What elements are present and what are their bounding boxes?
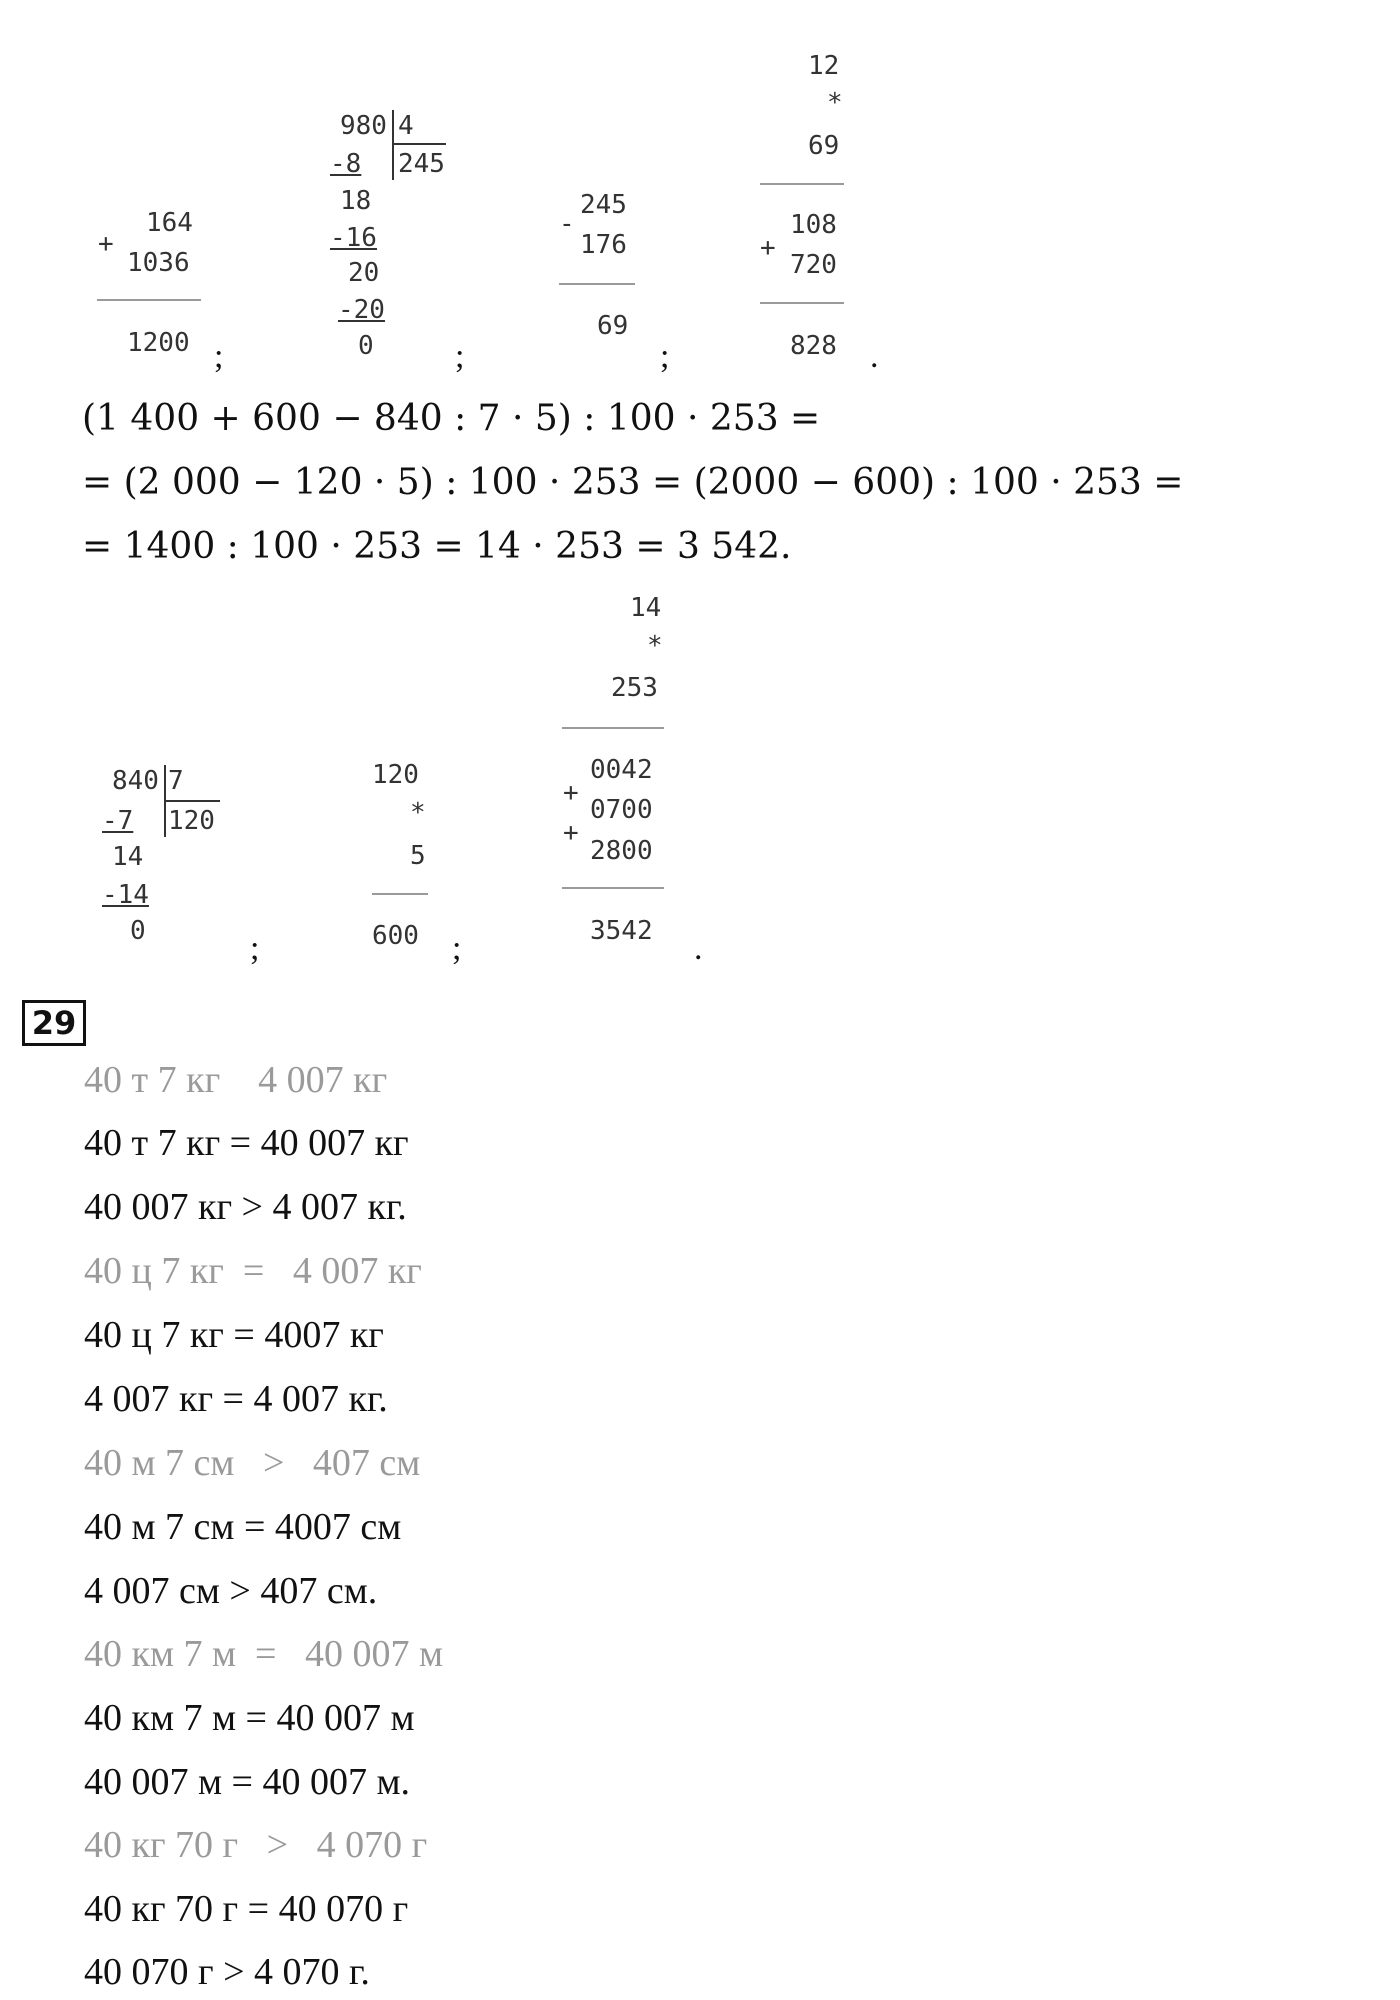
product-line-1 [562, 727, 664, 729]
multiply-sign: * [827, 88, 843, 118]
multiply-sign: * [410, 798, 426, 828]
task-answer-line: 40 км 7 м = 40 007 м [84, 1697, 415, 1739]
partial-product-1: 108 [790, 210, 837, 240]
factor-1: 120 [372, 760, 419, 790]
separator: ; [214, 338, 224, 375]
task-given-line: 40 ц 7 кг = 4 007 кг [84, 1250, 422, 1292]
expression-line-2: = (2 000 − 120 · 5) : 100 · 253 = (2000 − 600) : 100 · 253 = [82, 462, 1184, 503]
separator: ; [660, 338, 670, 375]
task-given-line: 40 кг 70 г > 4 070 г [84, 1824, 428, 1866]
step: 14 [112, 842, 144, 872]
sum-result: 1200 [127, 328, 190, 358]
factor-2: 5 [410, 841, 426, 871]
task-answer-line: 40 м 7 см = 4007 см [84, 1506, 402, 1548]
minuend: 245 [580, 190, 627, 220]
product-result: 600 [372, 921, 419, 951]
product-line-2 [562, 887, 664, 889]
division-horizontal-bar [166, 800, 220, 802]
product-line-2 [760, 302, 844, 304]
task-given-line: 40 м 7 см > 407 см [84, 1442, 421, 1484]
task-number-badge: 29 [22, 1000, 86, 1046]
plus-sign-1: + [563, 778, 579, 808]
separator: ; [455, 338, 465, 375]
product-result: 828 [790, 331, 837, 361]
addend-2: 1036 [127, 248, 190, 278]
separator: . [694, 930, 703, 967]
task-answer-line: 4 007 см > 407 см. [84, 1570, 378, 1612]
multiply-sign: * [647, 631, 663, 661]
step: 20 [348, 258, 380, 288]
product-line-1 [760, 183, 844, 185]
factor-2: 69 [808, 131, 840, 161]
partial-product-2: 0700 [590, 795, 653, 825]
task-answer-line: 40 кг 70 г = 40 070 г [84, 1888, 409, 1930]
minus-sign: - [559, 209, 575, 239]
division-horizontal-bar [394, 143, 446, 145]
separator: . [870, 338, 879, 375]
task-answer-line: 4 007 кг = 4 007 кг. [84, 1378, 388, 1420]
partial-product-1: 0042 [590, 755, 653, 785]
expression-line-1: (1 400 + 600 − 840 : 7 · 5) : 100 · 253 = [82, 398, 821, 439]
divisor: 4 [398, 111, 414, 141]
separator: ; [250, 930, 260, 967]
difference-line [559, 283, 635, 285]
task-answer-line: 40 070 г > 4 070 г. [84, 1951, 370, 1993]
dividend: 980 [340, 111, 387, 141]
addend-1: 164 [146, 208, 193, 238]
dividend: 840 [112, 766, 159, 796]
step: -8 [330, 149, 362, 179]
step: 0 [130, 916, 146, 946]
task-given-line: 40 км 7 м = 40 007 м [84, 1633, 444, 1675]
task-answer-line: 40 т 7 кг = 40 007 кг [84, 1122, 409, 1164]
task-answer-line: 40 007 кг > 4 007 кг. [84, 1186, 407, 1228]
step: 0 [358, 331, 374, 361]
product-result: 3542 [590, 916, 653, 946]
factor-2: 253 [611, 673, 658, 703]
product-line [372, 893, 428, 895]
divisor: 7 [168, 766, 184, 796]
sum-line [97, 299, 201, 301]
factor-1: 14 [630, 593, 662, 623]
partial-product-2: 720 [790, 250, 837, 280]
plus-sign-2: + [563, 818, 579, 848]
subtrahend: 176 [580, 230, 627, 260]
task-given-line: 40 т 7 кг 4 007 кг [84, 1059, 388, 1101]
step: -20 [338, 295, 385, 325]
separator: ; [452, 930, 462, 967]
step: -16 [330, 223, 377, 253]
factor-1: 12 [808, 51, 840, 81]
quotient: 120 [168, 806, 215, 836]
plus-sign: + [760, 233, 776, 263]
difference-result: 69 [597, 311, 629, 341]
task-answer-line: 40 ц 7 кг = 4007 кг [84, 1314, 384, 1356]
step: 18 [340, 186, 372, 216]
step: -7 [102, 806, 134, 836]
partial-product-3: 2800 [590, 836, 653, 866]
step: -14 [102, 880, 149, 910]
division-vertical-bar [392, 110, 394, 180]
expression-line-3: = 1400 : 100 · 253 = 14 · 253 = 3 542. [82, 526, 792, 567]
quotient: 245 [398, 149, 445, 179]
plus-sign: + [98, 229, 114, 259]
task-answer-line: 40 007 м = 40 007 м. [84, 1761, 411, 1803]
